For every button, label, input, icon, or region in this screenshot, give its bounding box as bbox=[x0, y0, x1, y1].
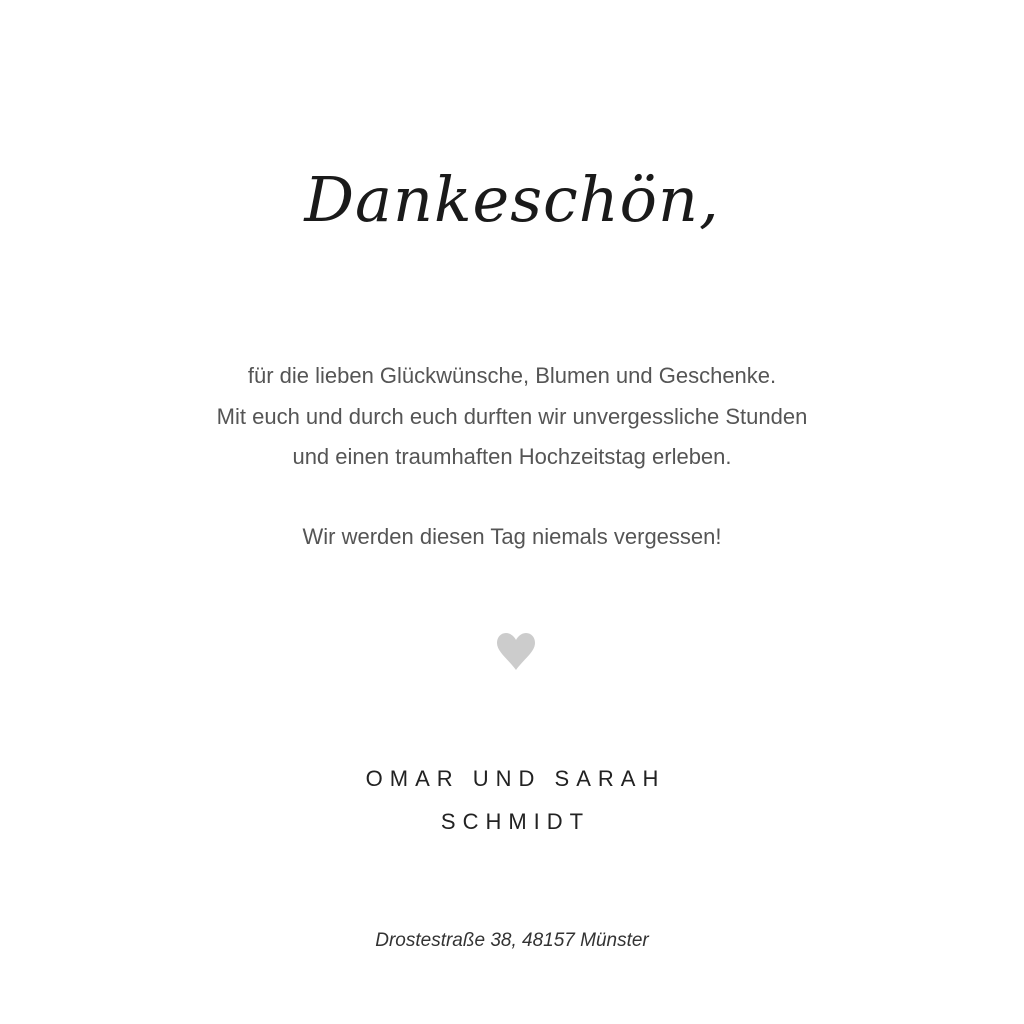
message-line: Mit euch und durch euch durften wir unvergessliche Stunden bbox=[216, 403, 808, 429]
message-line: für die lieben Glückwünsche, Blumen und Geschenke. bbox=[247, 363, 777, 388]
closing-line: Wir werden diesen Tag niemals vergessen! bbox=[302, 524, 722, 549]
headline-script: Dankeschön, bbox=[304, 163, 720, 236]
couple-names bbox=[0, 757, 1024, 843]
heart-icon bbox=[495, 632, 537, 672]
address: Drostestraße 38, 48157 Münster bbox=[375, 930, 649, 951]
names-line-1: OMAR UND SARAH bbox=[365, 766, 666, 791]
names-line-2: SCHMIDT bbox=[440, 809, 591, 834]
message-line: und einen traumhaften Hochzeitstag erleben. bbox=[292, 444, 732, 469]
message-body bbox=[0, 356, 1024, 478]
